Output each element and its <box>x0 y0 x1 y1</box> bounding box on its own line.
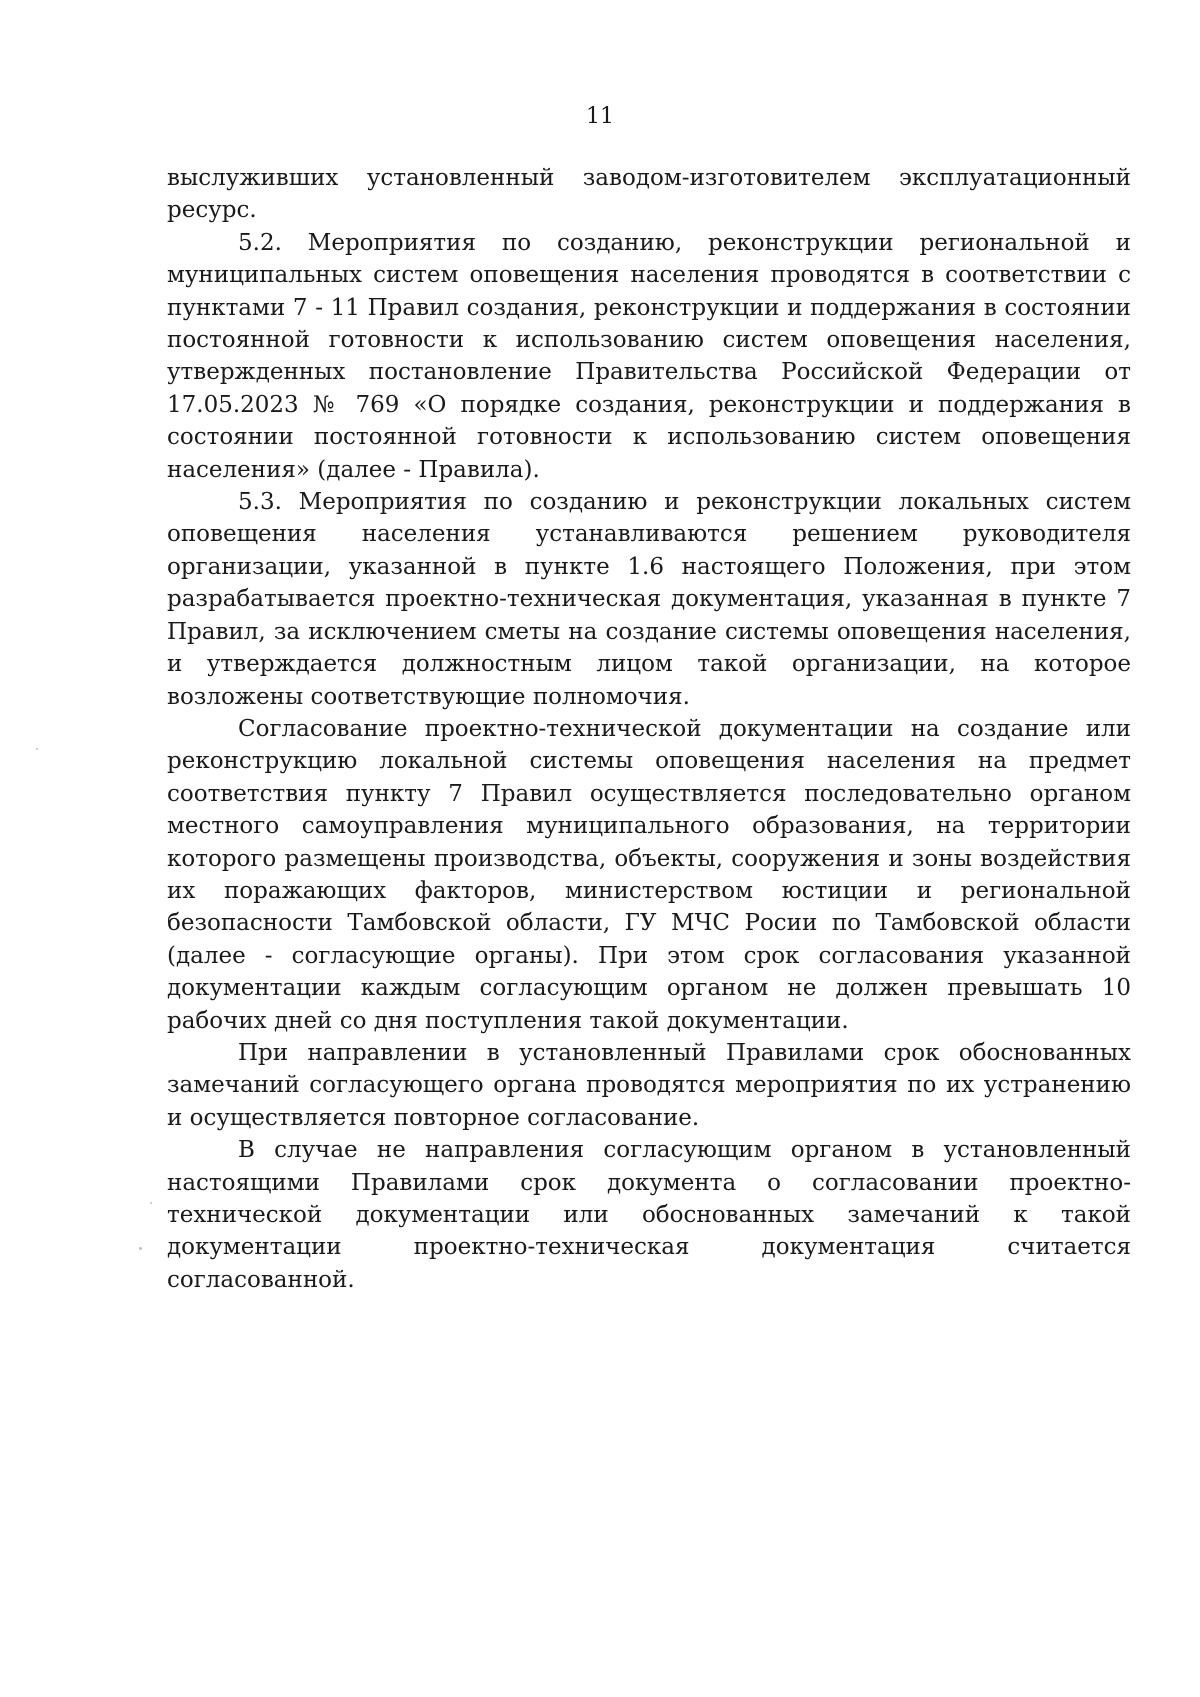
paragraph-approval: Согласование проектно-технической документации на создание или реконструкцию локальной системы оповещения населения на предмет соответствия пункту 7 Правил осуществляется последовательно органом местного самоуправления муниципального образования, на территории которого размещены производства, объекты, сооружения и зоны воздействия их поражающих факторов, министерством юстиции и региональной безопасности Тамбовской области, ГУ МЧС Росии по Тамбовской области (далее - согласующие органы). При этом срок согласования указанной документации каждым согласующим органом не должен превышать 10 рабочих дней со дня поступления такой документации. <box>167 715 1131 1034</box>
document-body <box>167 162 1131 1296</box>
scan-dust-speck <box>150 1202 152 1204</box>
scan-dust-speck <box>139 1247 142 1250</box>
paragraph-default-approval: В случае не направления согласующим органом в установленный настоящими Правилами срок документа о согласовании проектно-технической документации или обоснованных замечаний к такой документации проектно-техническая документация считается согласованной. <box>167 1137 1131 1293</box>
scan-dust-speck <box>36 748 38 750</box>
page-number: 11 <box>586 104 614 129</box>
paragraph-remarks: При направлении в установленный Правилами срок обоснованных замечаний согласующего органа проводятся мероприятия по их устранению и осуществляется повторное согласование. <box>167 1039 1131 1131</box>
paragraph-5-3: 5.3. Мероприятия по созданию и реконструкции локальных систем оповещения населения устанавливаются решением руководителя организации, указанной в пункте 1.6 настоящего Положения, при этом разрабатывается проектно-техническая документация, указанная в пункте 7 Правил, за исключением сметы на создание системы оповещения населения, и утверждается должностным лицом такой организации, на которое возложены соответствующие полномочия. <box>167 489 1131 710</box>
paragraph-5-2: 5.2. Мероприятия по созданию, реконструкции региональной и муниципальных систем оповещения населения проводятся в соответствии с пунктами 7 - 11 Правил создания, реконструкции и поддержания в состоянии постоянной готовности к использованию систем оповещения населения, утвержденных постановление Правительства Российской Федерации от 17.05.2023 № 769 «О порядке создания, реконструкции и поддержания в состоянии постоянной готовности к использованию систем оповещения населения» (далее - Правила). <box>167 229 1131 483</box>
paragraph-continuation: выслуживших установленный заводом-изготовителем эксплуатационный ресурс. <box>167 165 1131 224</box>
